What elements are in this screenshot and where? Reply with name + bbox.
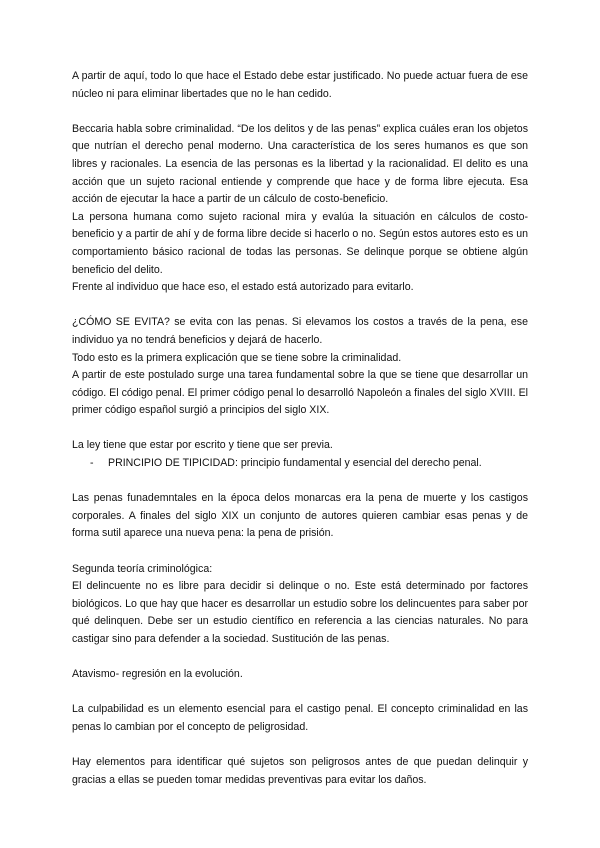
paragraph-9: Las penas funademntales en la época delos monarcas era la pena de muerte y los castigos corporales. A finales del siglo XIX un conjunto de autores quieren cambiar esas penas y de forma sutil aparece una nueva pena: la pena de prisión. (72, 492, 528, 540)
paragraph-8: La ley tiene que estar por escrito y tiene que ser previa. (72, 439, 333, 452)
paragraph-4: Frente al individuo que hace eso, el estado está autorizado para evitarlo. (72, 281, 414, 294)
blank-line (72, 649, 528, 667)
paragraph-12: Atavismo- regresión en la evolución. (72, 668, 243, 681)
blank-line (72, 297, 528, 315)
paragraph-7: A partir de este postulado surge una tarea fundamental sobre la que se tiene que desarrollar un código. El código penal. El primer código penal lo desarrolló Napoleón a finales del siglo XVIII. El primer código español surgió a principios del siglo XIX. (72, 369, 528, 417)
blank-line (72, 473, 528, 491)
bullet-text: PRINCIPIO DE TIPICIDAD: principio fundamental y esencial del derecho penal. (108, 457, 482, 470)
bullet-item (72, 455, 528, 473)
paragraph-3: La persona humana como sujeto racional mira y evalúa la situación en cálculos de costo-beneficio y a partir de ahí y de forma libre decide si hacerlo o no. Según estos autores esto es un comportamiento básico racional de todas las personas. Se delinque porque se obtiene algún beneficio del delito. (72, 210, 528, 276)
bullet-marker: - (90, 457, 94, 470)
paragraph-11: El delincuente no es libre para decidir si delinque o no. Este está determinado por factores biológicos. Lo que hay que hacer es desarrollar un estudio sobre los delincuentes para saber por qué delinquen. Debe ser un estudio científico en referencia a las ciencias naturales. No para castigar sino para defender a la sociedad. Sustitución de las penas. (72, 580, 528, 645)
paragraph-14: Hay elementos para identificar qué sujetos son peligrosos antes de que puedan delinquir y gracias a ellas se pueden tomar medidas preventivas para evitar los daños. (72, 756, 528, 786)
blank-line (72, 543, 528, 561)
blank-line (72, 737, 528, 755)
blank-line (72, 103, 528, 121)
paragraph-1: A partir de aquí, todo lo que hace el Estado debe estar justificado. No puede actuar fuera de ese núcleo ni para eliminar libertades que no le han cedido. (72, 70, 528, 100)
paragraph-2: Beccaria habla sobre criminalidad. “De los delitos y de las penas” explica cuáles eran los objetos que nutrían el derecho penal moderno. Una característica de los seres humanos es que son libres y racionales. La esencia de las personas es la libertad y la racionalidad. El delito es una acción que un sujeto racional entiende y comprende que hace y de forma libre ejecuta. Esa acción de ejecutar la hace a partir de un cálculo de costo-beneficio. (72, 122, 528, 206)
section-heading: Segunda teoría criminológica: (72, 562, 213, 575)
paragraph-13: La culpabilidad es un elemento esencial para el castigo penal. El concepto criminalidad en las penas lo cambian por el concepto de peligrosidad. (72, 703, 528, 733)
blank-line (72, 684, 528, 702)
paragraph-6: Todo esto es la primera explicación que se tiene sobre la criminalidad. (72, 351, 402, 364)
paragraph-5: ¿CÓMO SE EVITA? se evita con las penas. Si elevamos los costos a través de la pena, ese individuo ya no tendrá beneficios y dejará de hacerlo. (72, 316, 528, 346)
blank-line (72, 420, 528, 438)
